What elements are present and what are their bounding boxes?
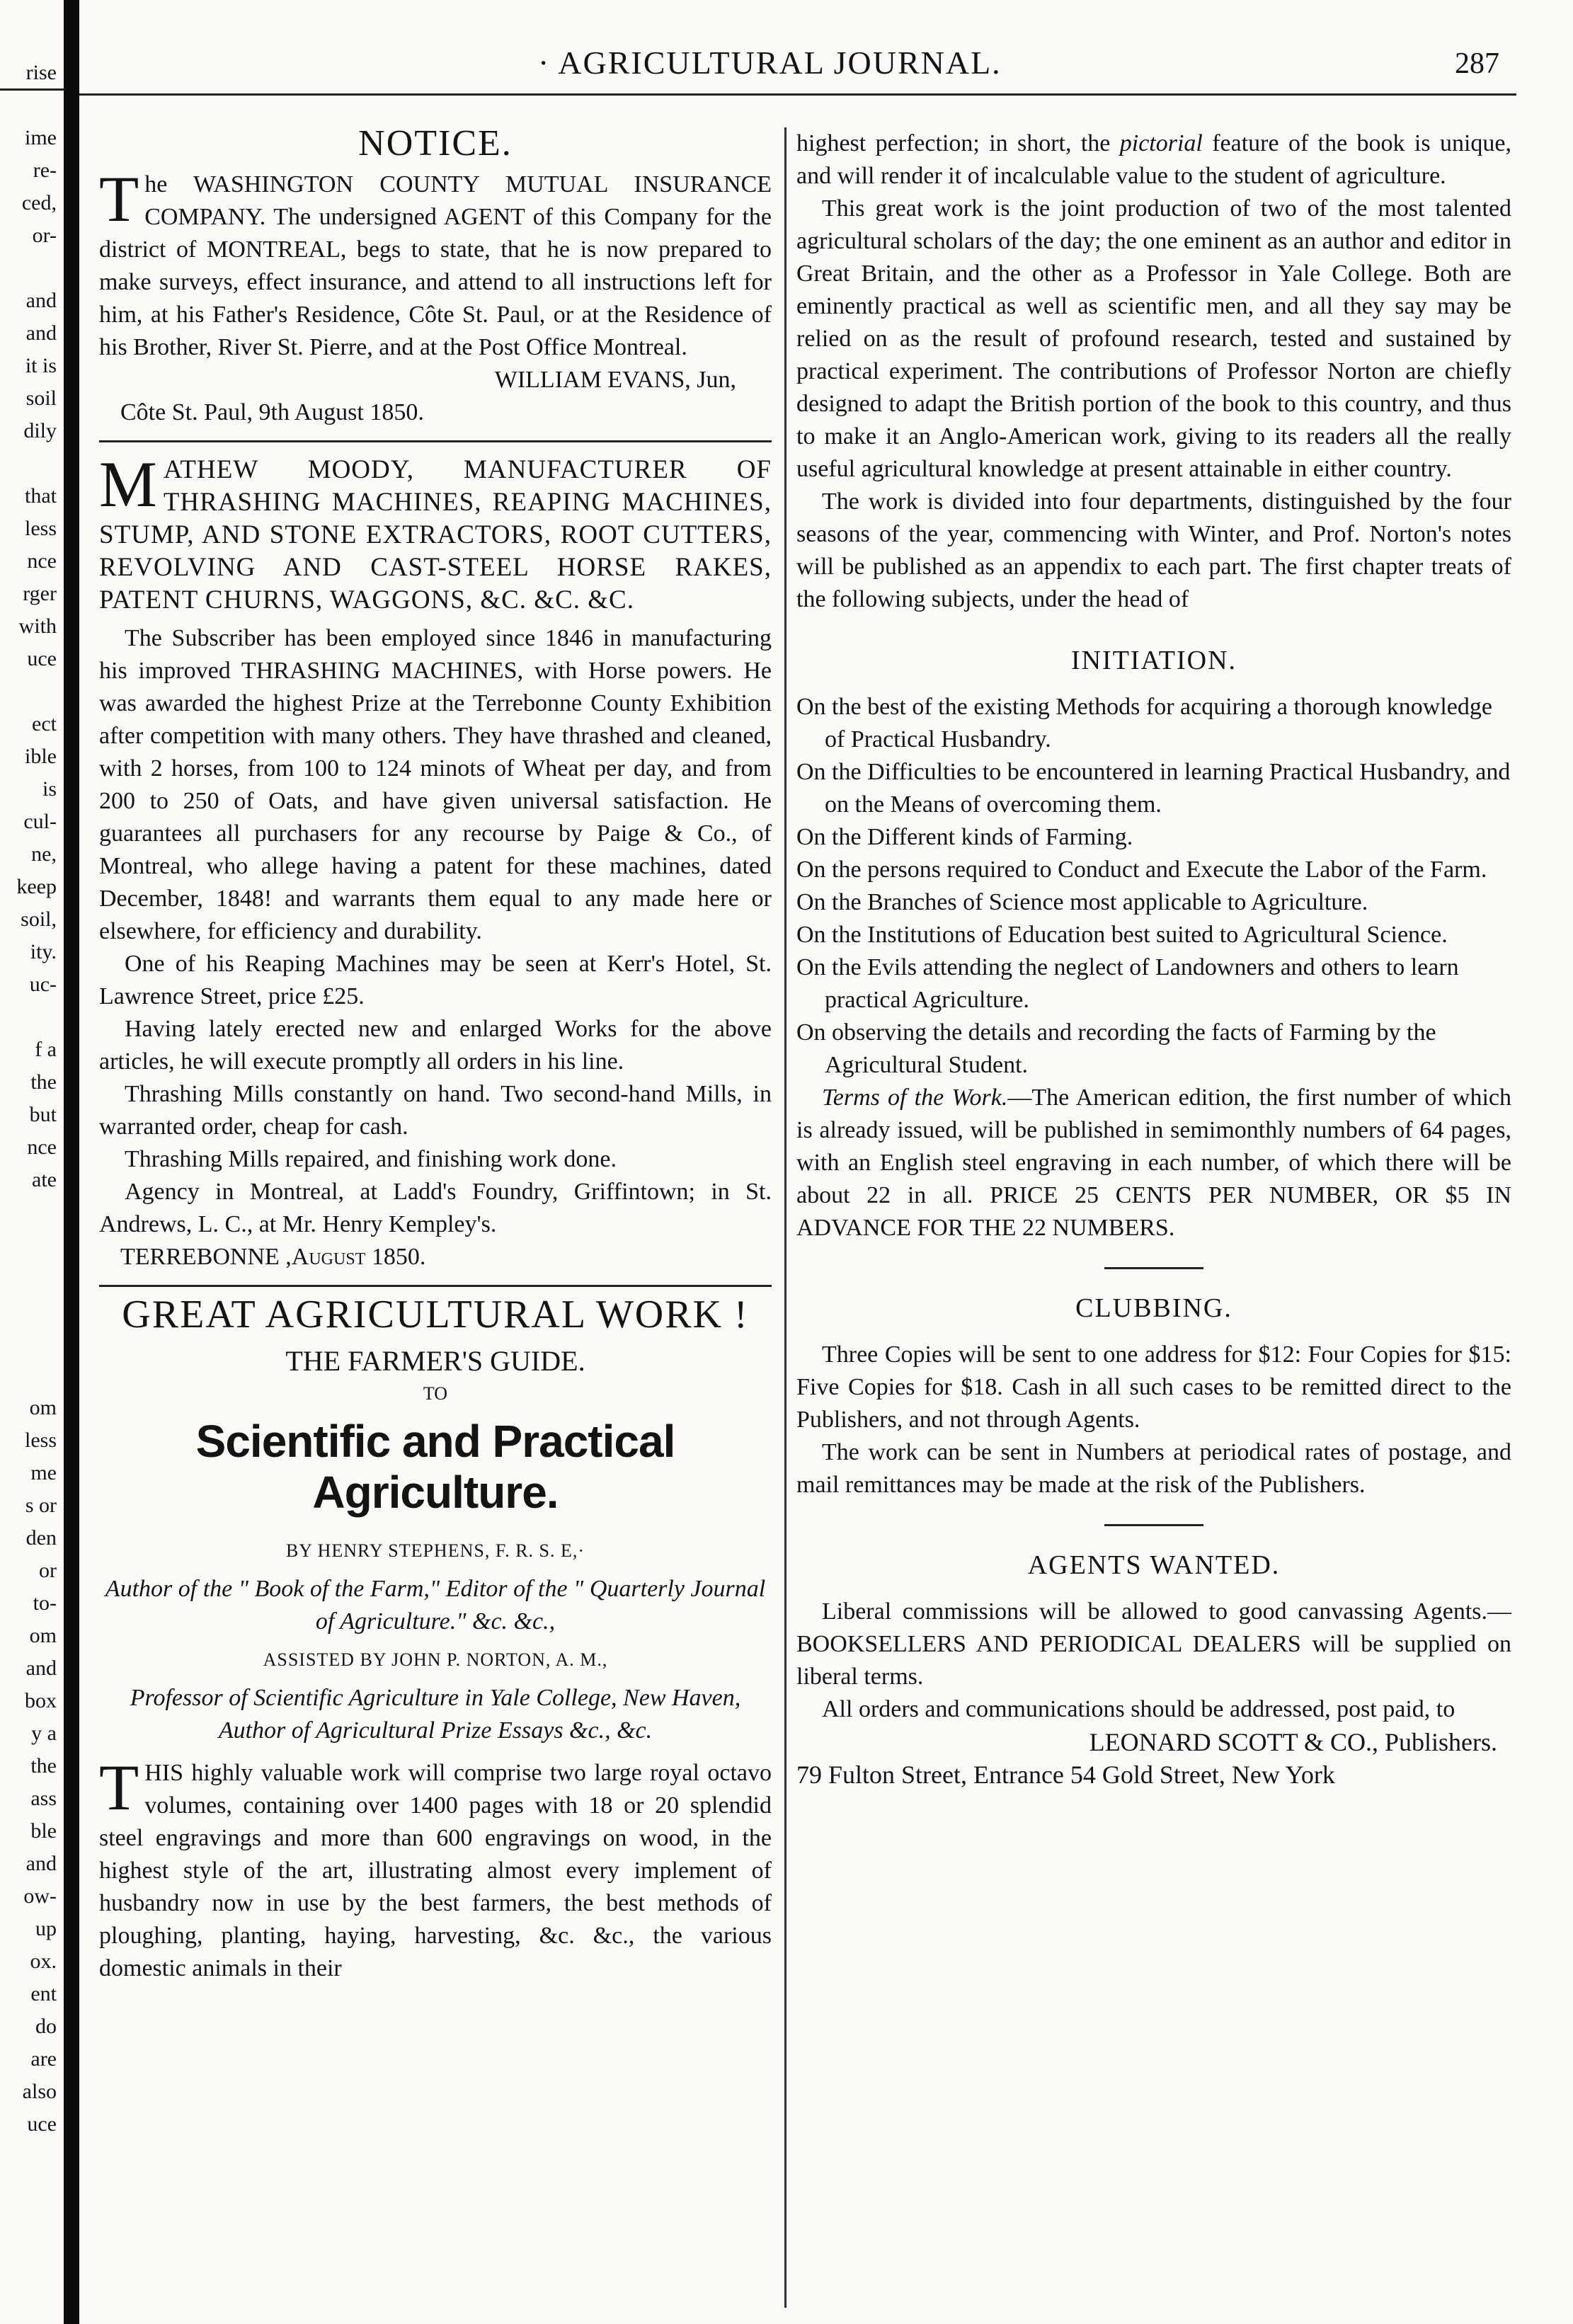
fragment-line: [0, 89, 57, 122]
fragment-line: [0, 1196, 57, 1229]
notice-heading: NOTICE.: [358, 123, 513, 164]
fragment-line: soil: [25, 387, 57, 410]
notice-signature: WILLIAM EVANS, Jun,: [494, 367, 736, 393]
fragment-line: with: [18, 614, 57, 638]
fragment-line: up: [35, 1917, 57, 1940]
fragment-line: ne,: [31, 842, 57, 866]
fragment-line: ced,: [21, 191, 57, 214]
fragment-line: dily: [23, 419, 57, 442]
fragment-line: ox.: [30, 1950, 57, 1973]
short-rule: [1104, 1267, 1203, 1269]
fragment-line: ect: [32, 712, 57, 735]
moody-heading-block: [99, 448, 772, 617]
fragment-line: ate: [32, 1168, 57, 1191]
clubbing-paragraph-1: Three Copies will be sent to one address for $12: Four Copies for $15: Five Copies for $18. Cash in all such cases to be remitted direct to the Publishers, and not through Agents.: [796, 1341, 1511, 1433]
header-rule: [79, 93, 1516, 96]
fragment-line: cul-: [23, 810, 57, 833]
initiation-item: On the Difficulties to be encountered in learning Practical Husbandry, and on the Means of overcoming them.: [796, 759, 1511, 818]
terms-paragraph: [796, 1082, 1511, 1244]
fragment-line: ass: [30, 1787, 57, 1810]
fragment-line: but: [29, 1103, 57, 1126]
page-gutter-shadow: [64, 0, 79, 2324]
moody-dropcap: M: [99, 448, 158, 520]
joint-production-paragraph: This great work is the joint production of two of the most talented agricultural scholars of the day; the one eminent as an author and editor in Great Britain, and the other as a Professor in Yale College. Both are eminently practical as well as scientific men, and all they say may be relied on as the result of profound research, tested and sustained by practical experiment. The contributions of Professor Norton are chiefly designed to adapt the British portion of the book to this country, and thus to make it an Anglo-American work, giving to its readers all the really useful agricultural knowledge at present attainable in either country.: [796, 195, 1511, 482]
fragment-line: or: [39, 1559, 57, 1582]
adjacent-header-rule: [0, 88, 64, 91]
fragment-line: me: [30, 1461, 57, 1484]
moody-paragraph-3: Having lately erected new and enlarged Works for the above articles, he will execute promptly all orders in his line.: [99, 1016, 772, 1075]
initiation-list: [796, 691, 1511, 1082]
fragment-line: rger: [23, 582, 57, 605]
fragment-line: [0, 447, 57, 480]
fragment-line: that: [25, 484, 57, 508]
fragment-line: s or: [25, 1494, 57, 1517]
fragment-line: less: [25, 1429, 57, 1452]
fragment-line: soil,: [21, 908, 57, 931]
divided-paragraph: The work is divided into four departments, distinguished by the four seasons of the year, commencing with Winter, and Prof. Norton's notes will be published as an appendix to each part. The first chapter treats of the following subjects, under the head of: [796, 488, 1511, 612]
fragment-line: is: [42, 777, 57, 801]
clubbing-paragraph-2: The work can be sent in Numbers at periodical rates of postage, and mail remittances may be made at the risk of the Publishers.: [796, 1439, 1511, 1498]
short-rule: [1104, 1524, 1203, 1526]
notice-body: [99, 163, 772, 364]
terms-label: Terms of the Work.: [822, 1084, 1008, 1111]
initiation-item: On the best of the existing Methods for acquiring a thorough knowledge of Practical Husbandry.: [796, 694, 1492, 752]
section-rule: [99, 440, 772, 442]
fragment-line: and: [25, 321, 57, 345]
notice-dropcap: T: [99, 163, 139, 235]
left-column: [99, 123, 772, 1985]
fragment-line: to-: [33, 1591, 57, 1615]
fragment-line: ow-: [23, 1884, 57, 1908]
price-text: PRICE 25 CENTS PER NUMBER, OR $5 IN ADVANCE FOR THE 22 NUMBERS.: [796, 1182, 1512, 1241]
fragment-line: rise: [25, 61, 57, 84]
fragment-line: [0, 1229, 57, 1261]
page-number: 287: [1455, 47, 1499, 80]
fragment-line: nce: [27, 549, 57, 573]
fragment-line: ime: [25, 126, 57, 149]
fragment-line: ible: [25, 745, 57, 768]
fragment-line: uc-: [29, 973, 57, 996]
terms-text: —The American edition, the first number of which is already issued, will be published in semimonthly numbers of 64 pages, with an English steel engraving in each number, of which there will be about 22 in all.: [796, 1084, 1511, 1208]
fragment-line: f a: [35, 1038, 57, 1061]
fragment-line: [0, 252, 57, 285]
work-body-continued-emphasis: pictorial: [1119, 130, 1203, 156]
fragment-line: and: [25, 289, 57, 312]
fragment-line: [0, 675, 57, 708]
fragment-line: om: [29, 1396, 57, 1419]
author-byline: BY HENRY STEPHENS, F. R. S. E,·: [285, 1540, 585, 1561]
notice-dateline: Côte St. Paul, 9th August 1850.: [120, 399, 424, 425]
initiation-item: On the Evils attending the neglect of Landowners and others to learn practical Agriculture.: [796, 954, 1459, 1013]
assisted-byline: ASSISTED BY JOHN P. NORTON, A. M.,: [263, 1649, 608, 1670]
fragment-line: box: [25, 1689, 57, 1712]
agents-heading: AGENTS WANTED.: [1027, 1550, 1281, 1580]
fragment-line: ent: [30, 1982, 57, 2005]
adjacent-page-fragments: [0, 57, 57, 2141]
column-divider: [784, 127, 786, 2308]
notice-text: he WASHINGTON COUNTY MUTUAL INSURANCE COMPANY. The undersigned AGENT of this Company for the district of MONTREAL, begs to state, that he is now prepared to make surveys, effect insurance, and attend to all instructions left for him, at his Father's Residence, Côte St. Paul, or at the Residence of his Brother, River St. Pierre, and at the Post Office Montreal.: [99, 171, 772, 360]
work-dropcap: T: [99, 1751, 139, 1824]
publisher-name: LEONARD SCOTT & CO., Publishers.: [1089, 1728, 1497, 1756]
fragment-line: [0, 1294, 57, 1327]
moody-paragraph-6: Agency in Montreal, at Ladd's Foundry, Griffintown; in St. Andrews, L. C., at Mr. Henry Kempley's.: [99, 1179, 772, 1237]
author-description: Author of the " Book of the Farm," Editor of the " Quarterly Journal of Agriculture." &c. &c.,: [105, 1576, 766, 1635]
agents-paragraph-2: All orders and communications should be addressed, post paid, to: [822, 1696, 1455, 1722]
initiation-item: On the Branches of Science most applicable to Agriculture.: [796, 889, 1368, 915]
moody-heading: ATHEW MOODY, MANUFACTURER OF THRASHING MACHINES, REAPING MACHINES, STUMP, AND STONE EXTRACTORS, ROOT CUTTERS, REVOLVING AND CAST-STEEL HORSE RAKES, PATENT CHURNS, WAGGONS, &C. &C. &C.: [99, 455, 772, 614]
scientific-agriculture-title: Scientific and Practical Agriculture.: [195, 1416, 675, 1518]
fragment-line: also: [22, 2080, 57, 2103]
fragment-line: [0, 1261, 57, 1294]
initiation-item: On the persons required to Conduct and Execute the Labor of the Farm.: [796, 857, 1487, 883]
title-to: TO: [423, 1383, 448, 1404]
initiation-item: On the Institutions of Education best suited to Agricultural Science.: [796, 922, 1448, 948]
fragment-line: the: [30, 1754, 57, 1778]
initiation-heading: INITIATION.: [1070, 646, 1237, 675]
fragment-line: keep: [16, 875, 57, 898]
work-body-continued-b: feature of the book is unique, and will render it of incalculable value to the student of agriculture.: [796, 130, 1511, 189]
initiation-item: On observing the details and recording the facts of Farming by the Agricultural Student.: [796, 1019, 1436, 1078]
fragment-line: re-: [33, 159, 57, 182]
fragment-line: ity.: [30, 940, 57, 963]
fragment-line: uce: [27, 2112, 57, 2136]
clubbing-heading: CLUBBING.: [1075, 1293, 1232, 1323]
section-rule: [99, 1285, 772, 1287]
agents-paragraph-1: Liberal commissions will be allowed to good canvassing Agents.—BOOKSELLERS AND PERIODICAL DEALERS will be supplied on liberal terms.: [796, 1598, 1511, 1690]
work-body-left: [99, 1751, 772, 1985]
moody-paragraph-4: Thrashing Mills constantly on hand. Two second-hand Mills, in warranted order, cheap for cash.: [99, 1081, 772, 1140]
work-body-continued: [796, 127, 1511, 193]
fragment-line: the: [30, 1070, 57, 1094]
running-head: · AGRICULTURAL JOURNAL.: [538, 45, 1002, 81]
fragment-line: and: [25, 1656, 57, 1680]
fragment-line: ble: [30, 1819, 57, 1843]
moody-paragraph-5: Thrashing Mills repaired, and finishing work done.: [125, 1146, 617, 1172]
fragment-line: it is: [25, 354, 57, 377]
fragment-line: y a: [31, 1722, 57, 1745]
fragment-line: are: [30, 2047, 57, 2071]
fragment-line: nce: [27, 1135, 57, 1159]
moody-paragraph-1: The Subscriber has been employed since 1846 in manufacturing his improved THRASHING MACHINES, with Horse powers. He was awarded the highest Prize at the Terrebonne County Exhibition after competition with many others. They have thrashed and cleaned, with 2 horses, from 100 to 124 minots of Wheat per day, and from 200 to 250 of Oats, and have given universal satisfaction. He guarantees all purchasers for any recourse by Paige & Co., of Montreal, who allege having a patent for these machines, dated December, 1848! and warrants them equal to any made here or elsewhere, for efficiency and durability.: [99, 625, 772, 944]
fragment-line: [0, 1327, 57, 1359]
fragment-line: do: [35, 2015, 57, 2038]
fragment-line: or-: [32, 224, 57, 247]
fragment-line: [0, 1359, 57, 1392]
fragment-line: and: [25, 1852, 57, 1875]
farmers-guide-title: THE FARMER'S GUIDE.: [285, 1345, 585, 1377]
work-body-continued-a: highest perfection; in short, the: [796, 130, 1120, 156]
fragment-line: uce: [27, 647, 57, 670]
moody-dateline: TERREBONNE ,August 1850.: [120, 1244, 426, 1270]
fragment-line: [0, 1001, 57, 1034]
publisher-address: 79 Fulton Street, Entrance 54 Gold Street, New York: [796, 1761, 1335, 1789]
work-body-left-text: HIS highly valuable work will comprise two large royal octavo volumes, containing over 1400 pages with 18 or 20 splendid steel engravings and more than 600 engravings on wood, in the highest style of the art, illustrating almost every implement of husbandry now in use by the best farmers, the best methods of ploughing, planting, haying, harvesting, &c. &c., the various domestic animals in their: [99, 1760, 772, 1981]
right-column: [796, 127, 1511, 1791]
fragment-line: den: [25, 1526, 57, 1550]
fragment-line: om: [29, 1624, 57, 1647]
initiation-item: On the Different kinds of Farming.: [796, 824, 1133, 850]
moody-paragraph-2: One of his Reaping Machines may be seen at Kerr's Hotel, St. Lawrence Street, price £25.: [99, 951, 772, 1009]
great-work-heading: GREAT AGRICULTURAL WORK !: [122, 1293, 749, 1336]
fragment-line: less: [25, 517, 57, 540]
norton-description: Professor of Scientific Agriculture in Yale College, New Haven, Author of Agricultural Prize Essays &c., &c.: [130, 1685, 741, 1744]
